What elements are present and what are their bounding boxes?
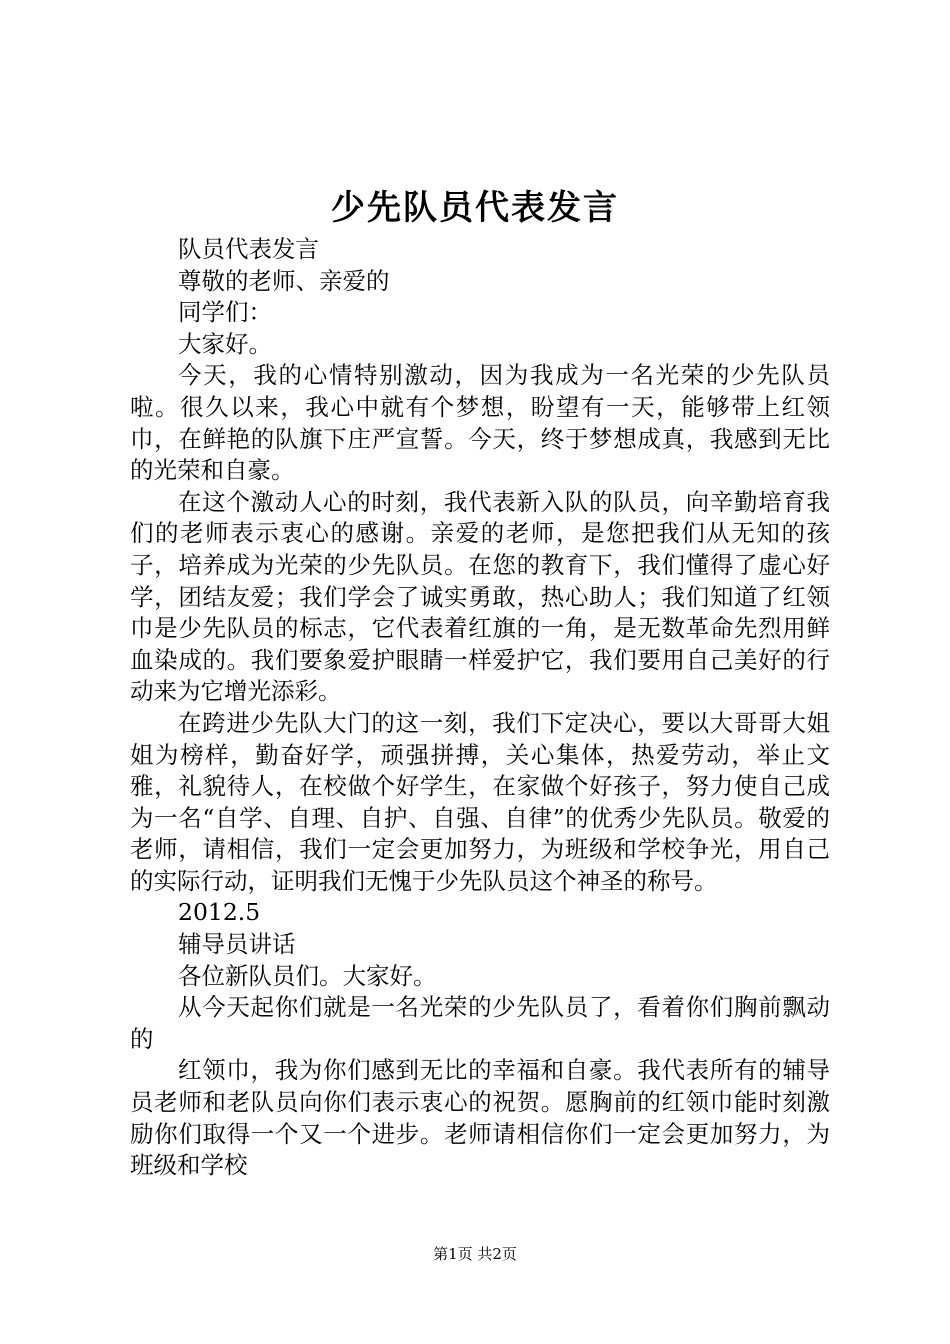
paragraph-counselor-body-1: 从今天起你们就是一名光荣的少先队员了，看着你们胸前飘动的: [130, 993, 830, 1053]
paragraph-counselor-heading: 辅导员讲话: [178, 930, 296, 959]
paragraph-body-2: 在这个激动人心的时刻，我代表新入队的队员，向辛勤培育我们的老师表示衷心的感谢。亲爱的老师，是您把我们从无知的孩子，培养成为光荣的少先队员。在您的教育下，我们懂得了虚心好学，团结友爱；我们学会了诚实勇敢，热心助人；我们知道了红领巾是少先队员的标志，它代表着红旗的一角，是无数革命先烈用鲜血染成的。我们要象爱护眼睛一样爱护它，我们要用自己美好的行动来为它增光添彩。: [130, 487, 830, 706]
paragraph-salutation-2: 同学们：: [178, 298, 272, 327]
paragraph-counselor-body-2: 红领巾，我为你们感到无比的幸福和自豪。我代表所有的辅导员老师和老队员向你们表示衷心的祝贺。愿胸前的红领巾能时刻激励你们取得一个又一个进步。老师请相信你们一定会更加努力，为班级和学校: [130, 1056, 830, 1180]
document-body: [130, 234, 830, 1182]
paragraph-date: 2012.5: [178, 898, 261, 927]
paragraph-body-3: 在跨进少先队大门的这一刻，我们下定决心，要以大哥哥大姐姐为榜样，勤奋好学，顽强拼搏，关心集体，热爱劳动，举止文雅，礼貌待人，在校做个好学生，在家做个好孩子，努力使自己成为一名“自学、自理、自护、自强、自律”的优秀少先队员。敬爱的老师，请相信，我们一定会更加努力，为班级和学校争光，用自己的实际行动，证明我们无愧于少先队员这个神圣的称号。: [130, 708, 830, 895]
paragraph-salutation-1: 尊敬的老师、亲爱的: [178, 266, 390, 295]
paragraph-body-1: 今天，我的心情特别激动，因为我成为一名光荣的少先队员啦。很久以来，我心中就有个梦想，盼望有一天，能够带上红领巾，在鲜艳的队旗下庄严宣誓。今天，终于梦想成真，我感到无比的光荣和自豪。: [130, 361, 830, 485]
document-title: 少先队员代表发言: [331, 188, 619, 228]
paragraph-counselor-greeting: 各位新队员们。大家好。: [178, 961, 437, 990]
page-footer: 第1页 共2页: [433, 1245, 517, 1263]
paragraph-greeting: 大家好。: [178, 329, 272, 358]
paragraph-speech-heading: 队员代表发言: [178, 235, 319, 263]
